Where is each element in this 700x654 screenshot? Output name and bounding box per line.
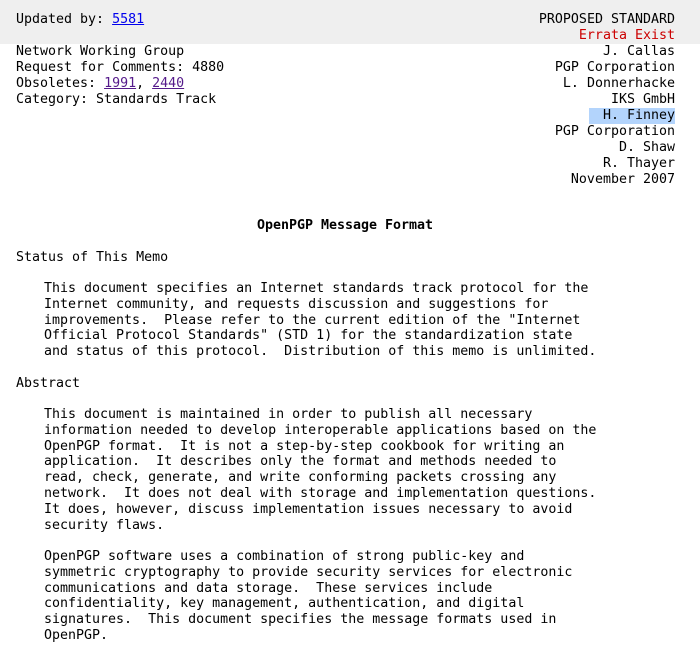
- updated-by-label: Updated by:: [16, 12, 113, 27]
- errata-notice[interactable]: Errata Exist: [578, 28, 675, 43]
- obsoletes-separator: ,: [136, 76, 153, 91]
- org-pgp-2: PGP Corporation: [554, 124, 675, 139]
- status-heading: Status of This Memo: [16, 250, 169, 265]
- updated-by: [16, 12, 144, 28]
- working-group: Network Working Group: [16, 44, 185, 59]
- abstract-paragraph-2: OpenPGP software uses a combination of strong public-key and symmetric cryptography to provide security services for electronic communications and data storage. These services include confidentiality, key management, authentication, and digital signatures. This document specifies the message formats used in OpenPGP.: [44, 549, 573, 643]
- obsoletes-link-1991[interactable]: 1991: [104, 76, 137, 91]
- rfc-number: Request for Comments: 4880: [16, 60, 225, 75]
- author-shaw: D. Shaw: [618, 140, 675, 155]
- author-callas: J. Callas: [602, 44, 675, 59]
- author-finney: H. Finney: [589, 108, 675, 124]
- abstract-heading: Abstract: [16, 376, 81, 391]
- abstract-paragraph-1: This document is maintained in order to publish all necessary information needed to develop interoperable applications based on the OpenPGP format. It is not a step-by-step cookbook for writing an application. It describes only the format and methods needed to read, check, generate, and write conforming packets crossing any network. It does not deal with storage and implementation questions. It does, however, discuss implementation issues necessary to avoid security flaws.: [44, 407, 597, 533]
- author-donnerhacke: L. Donnerhacke: [562, 76, 675, 91]
- category: Category: Standards Track: [16, 92, 217, 107]
- document-title: OpenPGP Message Format: [256, 218, 434, 233]
- updated-by-link-5581[interactable]: 5581: [112, 12, 145, 27]
- obsoletes-link-2440[interactable]: 2440: [152, 76, 185, 91]
- org-iks: IKS GmbH: [610, 92, 675, 107]
- status-label: PROPOSED STANDARD: [538, 12, 675, 27]
- obsoletes: [16, 76, 184, 92]
- obsoletes-label: Obsoletes:: [16, 76, 105, 91]
- org-pgp-1: PGP Corporation: [554, 60, 675, 75]
- author-thayer: R. Thayer: [602, 156, 675, 171]
- publication-date: November 2007: [570, 172, 675, 187]
- status-paragraph: This document specifies an Internet standards track protocol for the Internet community, and requests discussion and suggestions for improvements. Please refer to the current edition of the "Internet Official Protocol Standards" (STD 1) for the standardization state and status of this protocol. Distribution of this memo is unlimited.: [44, 281, 597, 360]
